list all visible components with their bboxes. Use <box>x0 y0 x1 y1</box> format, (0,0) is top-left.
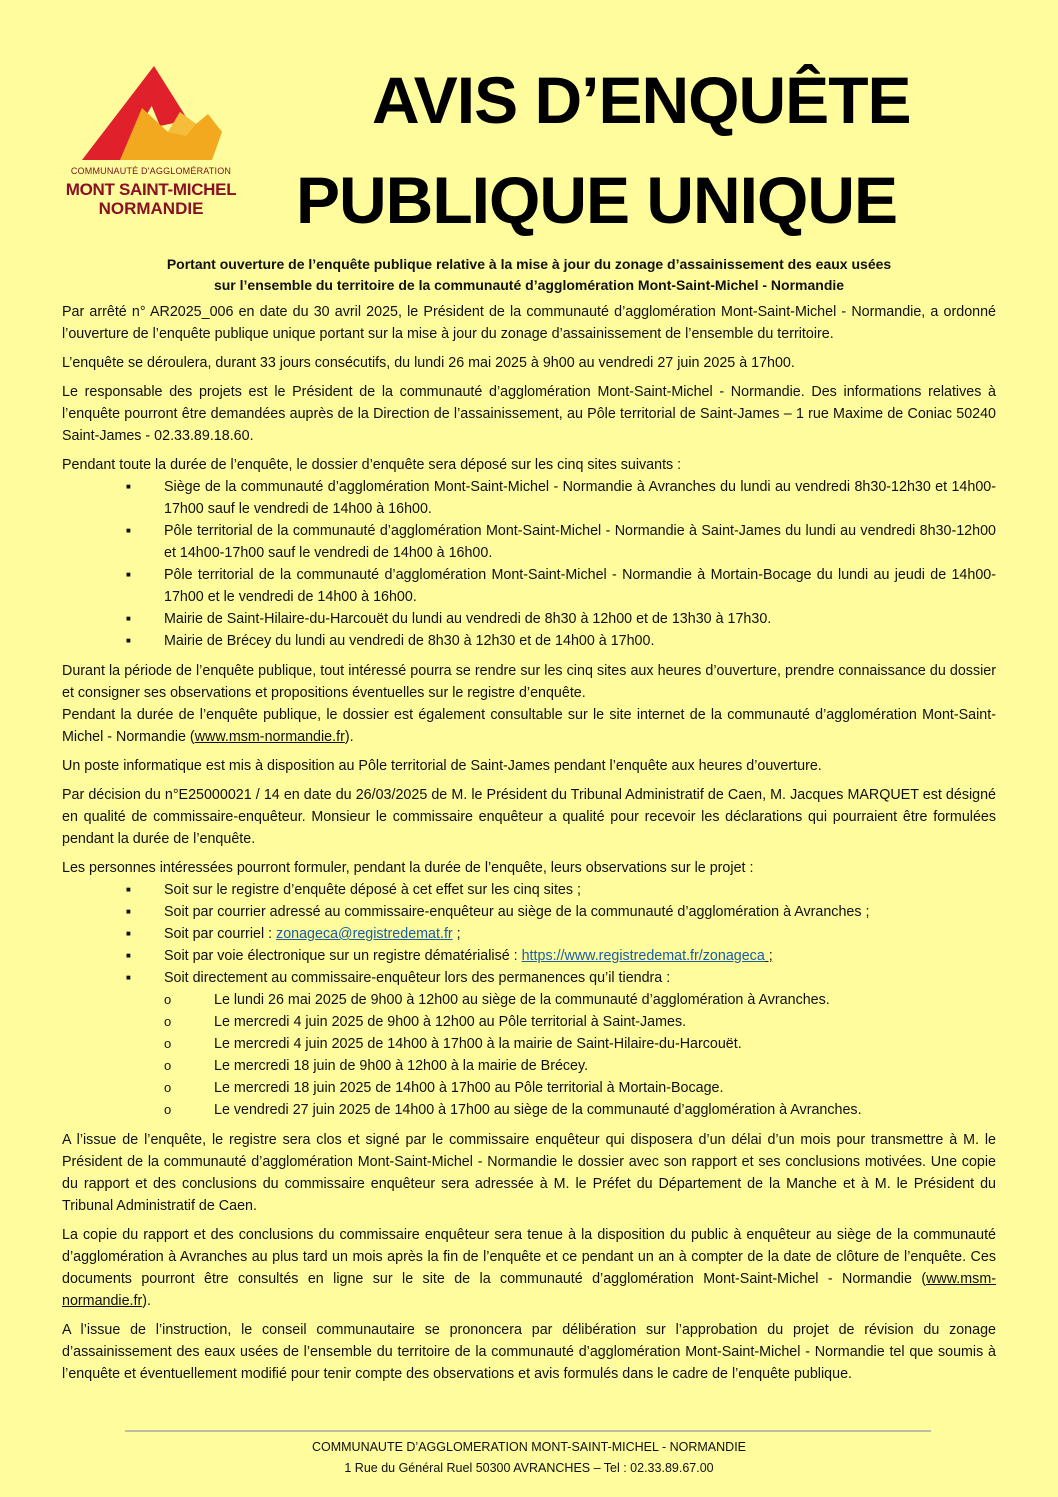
subtitle-line-2: sur l’ensemble du territoire de la communauté d’agglomération Mont-Saint-Michel - Normandie <box>213 277 845 293</box>
agglomeration-logo <box>62 62 242 222</box>
logo-line-2: MONT SAINT-MICHEL <box>65 180 237 199</box>
email-text: Soit par courriel : <box>164 926 277 942</box>
website-text: Pendant la durée de l’enquête publique, le dossier est également consultable sur le site internet de la communauté d’agglomération Mont-Saint-Michel - Normandie ( <box>62 707 996 745</box>
notice-body <box>62 301 996 1392</box>
title-line-1: AVIS D’ENQUÊTE <box>372 63 911 137</box>
paragraph-observations-intro: Les personnes intéressées pourront formuler, pendant la durée de l’enquête, leurs observations sur le projet : <box>62 860 754 876</box>
list-item: ■ Soit sur le registre d’enquête déposé à cet effet sur les cinq sites ; <box>62 879 996 901</box>
list-item: ■ Mairie de Brécey du lundi au vendredi de 8h30 à 12h30 et de 14h00 à 17h00. <box>62 630 996 652</box>
list-item: ■ Mairie de Saint-Hilaire-du-Harcouët du lundi au vendredi de 8h30 à 12h00 et de 13h30 à 17h30. <box>62 608 996 630</box>
logo-line-3: NORMANDIE <box>98 199 204 218</box>
list-item: ■ Siège de la communauté d’agglomération Mont-Saint-Michel - Normandie à Avranches du lundi au vendredi 8h30-12h30 et 14h00-17h00 sauf le vendredi de 14h00 à 16h00. <box>62 476 996 520</box>
registry-link[interactable]: https://www.registredemat.fr/zonageca <box>521 948 765 964</box>
list-item: o Le vendredi 27 juin 2025 de 14h00 à 17h00 au siège de la communauté d’agglomération à Avranches. <box>62 1099 996 1121</box>
sites-list <box>62 476 996 652</box>
list-item: ■ Pôle territorial de la communauté d’agglomération Mont-Saint-Michel - Normandie à Mortain-Bocage du lundi au jeudi de 14h00-17h00 et le vendredi de 14h00 à 16h00. <box>62 564 996 608</box>
permanences-list <box>62 989 996 1121</box>
paragraph-decision: A l’issue de l’instruction, le conseil communautaire se prononcera par délibération sur l’approbation du projet de révision du zonage d’assainissement des eaux usées de l’ensemble du territoire de la communauté d’agglomération Mont-Saint-Michel - Normandie tel que soumis à l’enquête et éventuellement modifié pour tenir compte des observations et avis formulés dans le cadre de l’enquête publique. <box>62 1322 996 1382</box>
list-item: o Le mercredi 4 juin 2025 de 9h00 à 12h00 au Pôle territorial à Saint-James. <box>62 1011 996 1033</box>
paragraph-arrete: Par arrêté n° AR2025_006 en date du 30 avril 2025, le Président de la communauté d’agglomération Mont-Saint-Michel - Normandie, a ordonné l’ouverture de l’enquête publique unique portant sur la mise à jour du zonage d’assainissement de l’ensemble du territoire. <box>62 304 996 342</box>
report-website-link[interactable]: www.msm-normandie.fr <box>62 1271 996 1309</box>
permanences-intro: Soit directement au commissaire-enquêteur lors des permanences qu’il tiendra : <box>164 970 671 986</box>
subtitle <box>62 254 996 296</box>
website-text-end: ). <box>344 729 354 745</box>
email-text-end: ; <box>452 926 461 942</box>
list-item: o Le mercredi 18 juin 2025 de 14h00 à 17h00 au Pôle territorial à Mortain-Bocage. <box>62 1077 996 1099</box>
footer-divider <box>125 1430 931 1432</box>
paragraph-closing: A l’issue de l’enquête, le registre sera clos et signé par le commissaire enquêteur qui disposera d’un délai d’un mois pour transmettre à M. le Président de la communauté d’agglomération Mont-Saint-Michel - Normandie le dossier avec son rapport et ses conclusions motivées. Une copie du rapport et des conclusions du commissaire enquêteur sera adressée à M. le Préfet du Département de la Manche et à M. le Président du Tribunal Administratif de Caen. <box>62 1132 996 1214</box>
footer-line-1: COMMUNAUTE D’AGGLOMERATION MONT-SAINT-MICHEL - NORMANDIE <box>311 1440 747 1454</box>
paragraph-duration: L’enquête se déroulera, durant 33 jours consécutifs, du lundi 26 mai 2025 à 9h00 au vendredi 27 juin 2025 à 17h00. <box>62 355 795 371</box>
list-item: o Le mercredi 18 juin de 9h00 à 12h00 à la mairie de Brécey. <box>62 1055 996 1077</box>
list-item: ■ Soit par courrier adressé au commissaire-enquêteur au siège de la communauté d’agglomération à Avranches ; <box>62 901 996 923</box>
observations-list <box>62 879 996 1121</box>
report-text-end: ). <box>142 1293 151 1309</box>
title-line-2: PUBLIQUE UNIQUE <box>296 163 898 237</box>
footer <box>62 1437 996 1479</box>
paragraph-responsible: Le responsable des projets est le Président de la communauté d’agglomération Mont-Saint-Michel - Normandie. Des informations relatives à l’enquête pourront être demandées auprès de la Direction de l’assainissement, au Pôle territorial de Saint-James – 1 rue Maxime de Coniac 50240 Saint-James - 02.33.89.18.60. <box>62 384 996 444</box>
paragraph-consultation: Durant la période de l’enquête publique, tout intéressé pourra se rendre sur les cinq sites aux heures d’ouverture, prendre connaissance du dossier et consigner ses observations et propositions éventuelles sur le registre d’enquête. <box>62 663 996 701</box>
registry-text-end: ; <box>764 948 773 964</box>
registry-text: Soit par voie électronique sur un registre dématérialisé : <box>164 948 522 964</box>
report-text: La copie du rapport et des conclusions du commissaire enquêteur sera tenue à la disposition du public à enquêteur au siège de la communauté d’agglomération à Avranches au plus tard un mois après la fin de l’enquête et ce pendant un an à compter de la date de clôture de l’enquête. Ces documents pourront être consultés en ligne sur le site de la communauté d’agglomération Mont-Saint-Michel - Normandie ( <box>62 1227 996 1287</box>
list-item <box>62 923 996 945</box>
website-link[interactable]: www.msm-normandie.fr <box>194 729 345 745</box>
paragraph-computer: Un poste informatique est mis à disposition au Pôle territorial de Saint-James pendant l’enquête aux heures d’ouverture. <box>62 758 822 774</box>
list-item <box>62 945 996 967</box>
paragraph-report <box>62 1224 996 1312</box>
list-item <box>62 967 996 1121</box>
footer-line-2: 1 Rue du Général Ruel 50300 AVRANCHES – Tel : 02.33.89.67.00 <box>344 1461 714 1475</box>
logo-line-1: COMMUNAUTÉ D'AGGLOMÉRATION <box>70 166 232 176</box>
logo-mountain-icon <box>76 62 226 166</box>
subtitle-line-1: Portant ouverture de l’enquête publique relative à la mise à jour du zonage d’assainissement des eaux usées <box>166 256 892 272</box>
list-item: o Le mercredi 4 juin 2025 de 14h00 à 17h00 à la mairie de Saint-Hilaire-du-Harcouët. <box>62 1033 996 1055</box>
email-link[interactable]: zonageca@registredemat.fr <box>276 926 453 942</box>
paragraph-website <box>62 704 996 748</box>
list-item: ■ Pôle territorial de la communauté d’agglomération Mont-Saint-Michel - Normandie à Saint-James du lundi au vendredi 8h30-12h00 et 14h00-17h00 sauf le vendredi de 14h00 à 16h00. <box>62 520 996 564</box>
paragraph-commissioner: Par décision du n°E25000021 / 14 en date du 26/03/2025 de M. le Président du Tribunal Administratif de Caen, M. Jacques MARQUET est désigné en qualité de commissaire-enquêteur. Monsieur le commissaire enquêteur a qualité pour recevoir les déclarations qui pourraient être formulées pendant la durée de l’enquête. <box>62 787 996 847</box>
paragraph-sites-intro: Pendant toute la durée de l’enquête, le dossier d’enquête sera déposé sur les cinq sites suivants : <box>62 457 682 473</box>
list-item: o Le lundi 26 mai 2025 de 9h00 à 12h00 au siège de la communauté d’agglomération à Avranches. <box>62 989 996 1011</box>
